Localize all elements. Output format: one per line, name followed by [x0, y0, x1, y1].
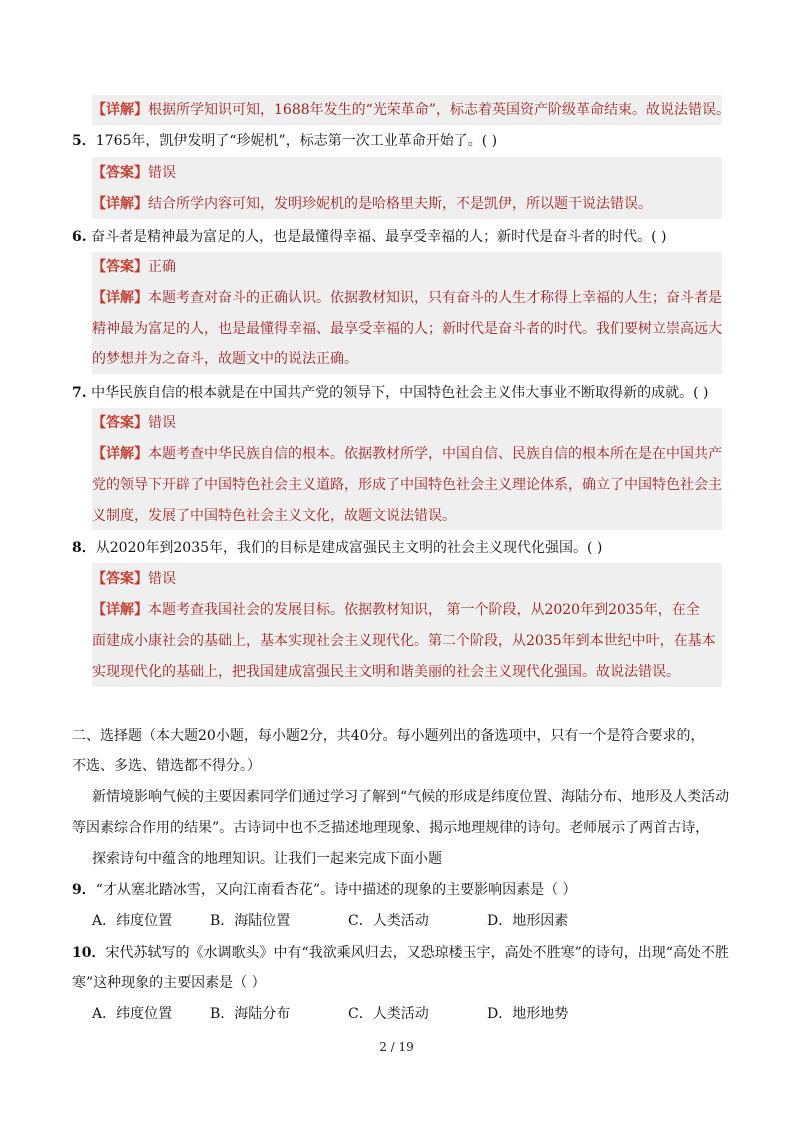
page-number: 2 / 19	[379, 1040, 414, 1054]
answer-q7: 【答案】错误	[92, 415, 176, 431]
question-8: 8．从2020年到2035年，我们的目标是建成富强民主文明的社会主义现代化强国。( )	[72, 540, 603, 556]
question-7: 7. 中华民族自信的根本就是在中国共产党的领导下，中国特色社会主义伟大事业不断取得新的成就。( )	[72, 385, 709, 401]
answer-q8: 【答案】错误	[92, 571, 176, 587]
detail-q5: 【详解】结合所学内容可知，发明珍妮机的是哈格里夫斯，不是凯伊，所以题干说法错误。	[92, 196, 652, 212]
q10-option-d: D．地形地势	[487, 1006, 569, 1022]
detail-q7-line-3: 义制度，发展了中国特色社会主义文化，故题文说法错误。	[92, 508, 456, 524]
q10-option-c: C．人类活动	[348, 1006, 429, 1022]
detail-q8-line-1: 【详解】本题考查我国社会的发展目标。依据教材知识， 第一个阶段，从2020年到2035年，在全	[92, 602, 700, 618]
detail-q6-line-3: 的梦想并为之奋斗，故题文中的说法正确。	[92, 351, 358, 367]
q10-option-b: B．海陆分布	[210, 1006, 291, 1022]
intro-line-2: 等因素综合作用的结果”。古诗词中也不乏描述地理现象、揭示地理规律的诗句。老师展示了两首古诗，	[72, 820, 710, 836]
question-10: 10．宋代苏轼写的《水调歌头》中有“我欲乘风归去，又恐琼楼玉宇，高处不胜寒”的诗句，出现“高处不胜	[72, 945, 729, 961]
q9-option-a: A．纬度位置	[92, 913, 173, 929]
detail-q6-line-2: 精神最为富足的人，也是最懂得幸福、最享受幸福的人；新时代是奋斗者的时代。我们要树立崇高远大	[92, 321, 722, 337]
intro-line-1: 新情境影响气候的主要因素同学们通过学习了解到“气候的形成是纬度位置、海陆分布、地形及人类活动	[92, 789, 730, 805]
question-6: 6. 奋斗者是精神最为富足的人，也是最懂得幸福、最享受幸福的人；新时代是奋斗者的时代。( )	[72, 229, 667, 245]
section2-header-line-1: 二、选择题（本大题20小题，每小题2分，共40分。每小题列出的备选项中，只有一个是符合要求的，	[72, 728, 705, 744]
intro-line-3: 探索诗句中蕴含的地理知识。让我们一起来完成下面小题	[92, 851, 442, 867]
question-10-line-2: 寒”这种现象的主要因素是（ ）	[72, 975, 266, 991]
section2-header-line-2: 不选、多选、错选都不得分。）	[72, 758, 261, 774]
detail-q7-line-1: 【详解】本题考查中华民族自信的根本。依据教材所学，中国自信、民族自信的根本所在是在中国共产	[92, 446, 722, 462]
answer-q6: 【答案】正确	[92, 259, 176, 275]
q9-option-b: B．海陆位置	[210, 913, 291, 929]
detail-q8-line-3: 实现现代化的基础上，把我国建成富强民主文明和谐美丽的社会主义现代化强国。故说法错误。	[92, 664, 680, 680]
detail-line-q4: 【详解】根据所学知识可知，1688年发生的“光荣革命”，标志着英国资产阶级革命结束。故说法错误。	[92, 102, 730, 118]
q10-option-a: A．纬度位置	[92, 1006, 173, 1022]
answer-q5: 【答案】错误	[92, 165, 176, 181]
q9-option-c: C．人类活动	[348, 913, 429, 929]
question-5: 5．1765年，凯伊发明了“珍妮机”，标志第一次工业革命开始了。( )	[72, 133, 498, 149]
detail-q7-line-2: 党的领导下开辟了中国特色社会主义道路，形成了中国特色社会主义理论体系，确立了中国特色社会主	[92, 477, 722, 493]
question-9: 9．“才从塞北踏冰雪，又向江南看杏花”。诗中描述的现象的主要影响因素是（ ）	[72, 882, 577, 898]
detail-q6-line-1: 【详解】本题考查对奋斗的正确认识。依据教材知识，只有奋斗的人生才称得上幸福的人生；奋斗者是	[92, 290, 722, 306]
detail-q8-line-2: 面建成小康社会的基础上，基本实现社会主义现代化。第二个阶段，从2035年到本世纪中叶，在基本	[92, 633, 716, 649]
q9-option-d: D．地形因素	[487, 913, 569, 929]
